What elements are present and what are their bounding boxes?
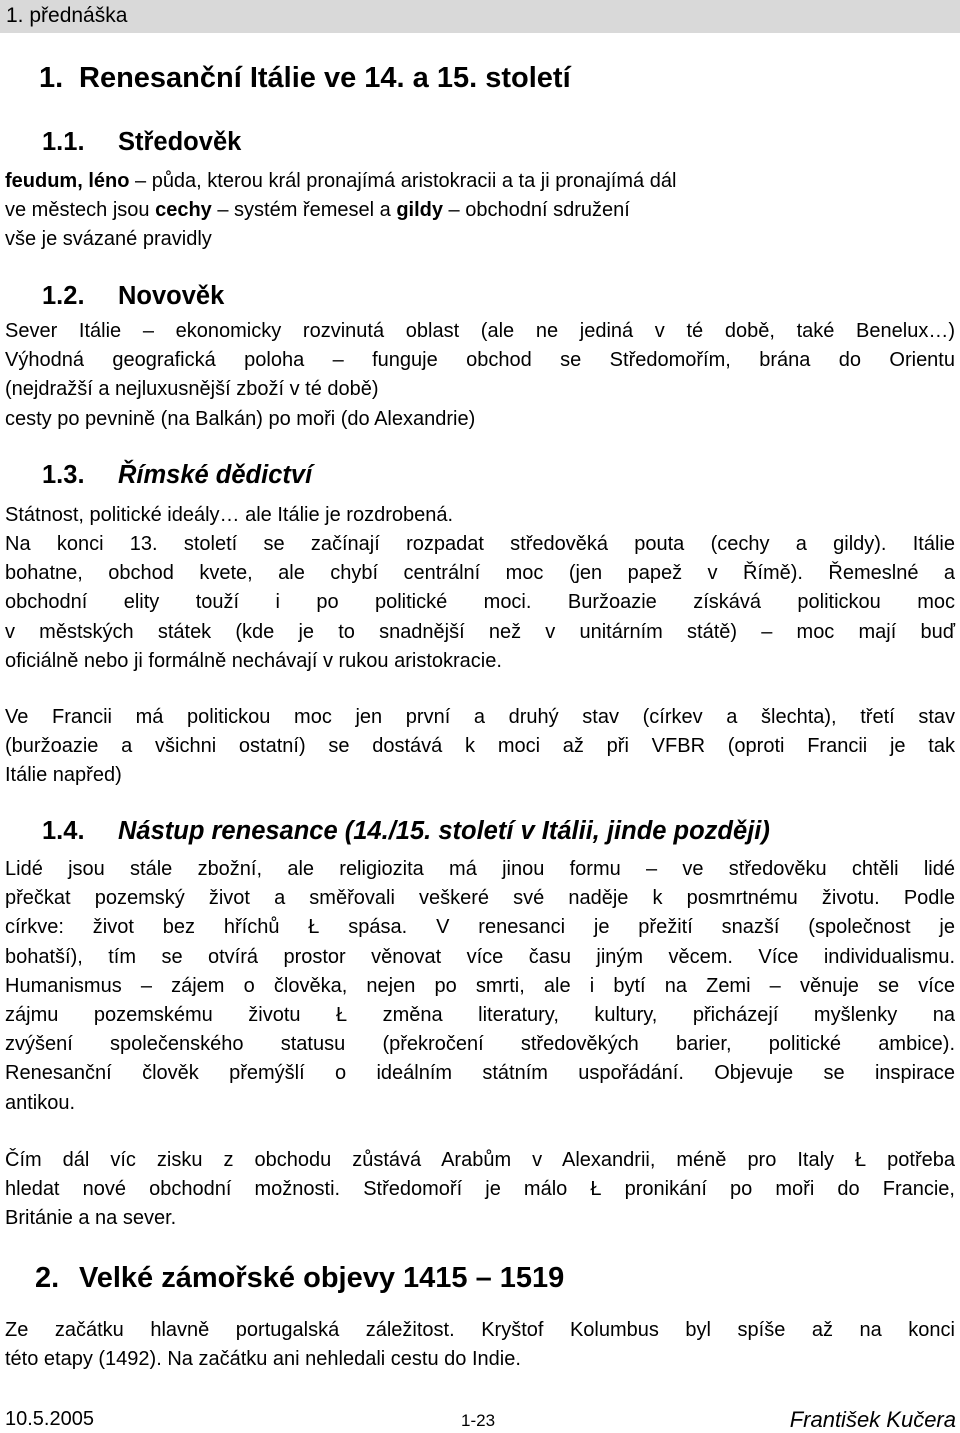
section-1-1-number: 1.1. (42, 128, 85, 156)
line-2-part-a: ve městech jsou (5, 199, 156, 221)
section-1-2-line: Sever Itálie – ekonomicky rozvinutá oblast (ale ne jediná v té době, také Benelux…) (5, 320, 955, 342)
footer-author: František Kučera (789, 1407, 956, 1432)
chapter-1-heading (39, 62, 571, 95)
chapter-1-number: 1. (39, 62, 64, 94)
paragraph-line: bohatne, obchod kvete, ale chybí centrální moc (jen papež v Římě). Řemeslné a (5, 562, 955, 585)
lecture-header-bar (0, 0, 960, 33)
section-1-2-line: (nejdražší a nejluxusnější zboží v té době) (5, 378, 379, 401)
section-1-1-line-3: vše je svázané pravidly (5, 228, 212, 250)
section-1-3-paragraph-2 (5, 703, 955, 791)
section-1-2-number: 1.2. (42, 282, 85, 310)
paragraph-line: této etapy (1492). Na začátku ani nehledali cestu do Indie. (5, 1348, 521, 1371)
paragraph-line: přečkat pozemský život a směřovali veškeré své naděje k posmrtnému životu. Podle (5, 887, 955, 910)
paragraph-line: Ve Francii má politickou moc jen první a druhý stav (církev a šlechta), třetí stav (5, 706, 955, 728)
chapter-1-title: Renesanční Itálie ve 14. a 15. století (79, 62, 571, 94)
paragraph-line: Lidé jsou stále zbožní, ale religiozita má jinou formu – ve středověku chtěli lidé (5, 858, 955, 880)
footer-page-number: 1-23 (461, 1411, 496, 1430)
section-1-4-heading (42, 817, 770, 846)
chapter-2-title: Velké zámořské objevy 1415 – 1519 (79, 1262, 565, 1294)
footer-date: 10.5.2005 (5, 1408, 94, 1430)
section-1-1-title: Středověk (118, 128, 242, 156)
paragraph-line: antikou. (5, 1091, 76, 1114)
term-cechy: cechy (155, 199, 212, 221)
section-1-4-number: 1.4. (42, 817, 85, 845)
paragraph-line: (buržoazie a všichni ostatní) se dostává k moci až při VFBR (oproti Francii je tak (5, 735, 955, 758)
paragraph-line: oficiálně nebo ji formálně nechávají v rukou aristokracie. (5, 649, 502, 672)
section-1-1-line-1-text: – půda, kterou král pronajímá aristokracii a ta ji pronajímá dál (129, 170, 677, 192)
lecture-label: 1. přednáška (6, 4, 128, 27)
section-1-3-heading (42, 461, 312, 490)
chapter-2-heading (35, 1262, 564, 1295)
section-1-1-line-1 (5, 167, 676, 196)
line-2-part-e: – obchodní sdružení (442, 199, 630, 221)
section-1-2-heading (42, 282, 224, 311)
paragraph-line: Čím dál víc zisku z obchodu zůstává Arabům v Alexandrii, méně pro Italy Ł potřeba (5, 1149, 955, 1171)
line-2-part-c: – systém řemesel a (211, 199, 397, 221)
chapter-2-number: 2. (35, 1262, 60, 1294)
paragraph-line: Itálie napřed) (5, 764, 122, 787)
section-1-1-line-2 (5, 196, 630, 225)
paragraph-line: Ze začátku hlavně portugalská záležitost. Kryštof Kolumbus byl spíše až na konci (5, 1319, 955, 1341)
section-1-4-title: Nástup renesance (14./15. století v Itálii, jinde později) (118, 817, 770, 845)
paragraph-line: Humanismus – zájem o člověka, nejen po smrti, ale i bytí na Zemi – věnuje se více (5, 974, 955, 997)
section-1-1-heading (42, 128, 241, 157)
paragraph-line: hledat nové obchodní možnosti. Středomoří je málo Ł pronikání po moři do Francie, (5, 1178, 955, 1201)
section-1-2-line: Výhodná geografická poloha – funguje obchod se Středomořím, brána do Orientu (5, 349, 955, 372)
paragraph-line: obchodní elity touží i po politické moci. Buržoazie získává politickou moc (5, 591, 955, 614)
section-1-2-title: Novověk (118, 282, 225, 310)
term-feudum: feudum, léno (5, 170, 130, 192)
paragraph-line: bohatší), tím se otvírá prostor věnovat více času jiným věcem. Více individualismu. (5, 945, 955, 968)
term-gildy: gildy (396, 199, 443, 221)
section-1-3-paragraph-1 (5, 530, 955, 676)
section-1-4-paragraph-2 (5, 1146, 955, 1234)
paragraph-line: církve: život bez hříchů Ł spása. V renesanci je přežití snazší (společnost je (5, 916, 955, 939)
chapter-2-paragraph (5, 1316, 955, 1374)
section-1-2-body (5, 317, 955, 434)
paragraph-line: Británie a na sever. (5, 1207, 177, 1230)
paragraph-line: Renesanční člověk přemýšlí o ideálním státním uspořádání. Objevuje se inspirace (5, 1062, 955, 1085)
section-1-3-line-1: Státnost, politické ideály… ale Itálie je rozdrobená. (5, 504, 454, 526)
paragraph-line: zájmu pozemskému životu Ł změna literatury, kultury, přicházejí myšlenky na (5, 1004, 955, 1027)
paragraph-line: v městských státek (kde je to snadnější než v unitárním státě) – moc mají buď (5, 620, 955, 643)
section-1-4-paragraph-1 (5, 855, 955, 1118)
section-1-2-line: cesty po pevnině (na Balkán) po moři (do Alexandrie) (5, 407, 476, 430)
section-1-3-title: Římské dědictví (118, 461, 313, 489)
paragraph-line: Na konci 13. století se začínají rozpadat středověká pouta (cechy a gildy). Itálie (5, 533, 955, 555)
paragraph-line: zvýšení společenského statusu (překročení středověkých barier, politické ambice). (5, 1033, 955, 1056)
section-1-3-number: 1.3. (42, 461, 85, 489)
